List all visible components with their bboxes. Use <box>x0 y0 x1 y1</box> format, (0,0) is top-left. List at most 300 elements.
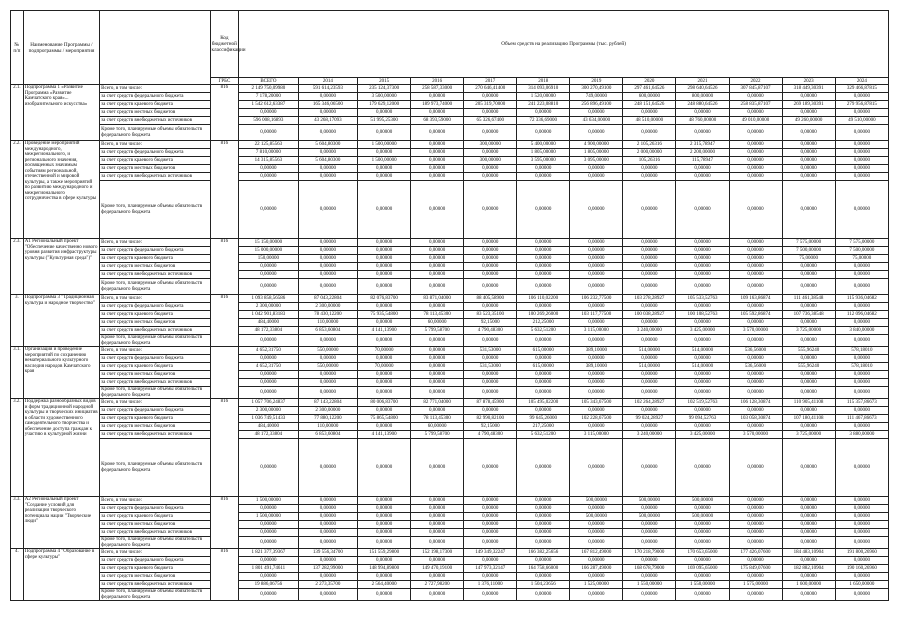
year-value: 0,00000 <box>782 505 835 513</box>
year-value: 0,00000 <box>411 505 464 513</box>
funding-source: Кроме того, планируемые объемы обязательств федерального бюджета <box>100 125 210 141</box>
total-value: 0,00000 <box>239 279 298 295</box>
year-value: 82 990,82100 <box>464 415 517 423</box>
year-value: 0,00000 <box>298 589 357 601</box>
year-value: 0,00000 <box>623 303 676 311</box>
year-value: 102 228,67500 <box>570 415 623 423</box>
year-value: 5 632,51200 <box>517 431 570 439</box>
year-value: 307 845,87107 <box>729 85 782 93</box>
total-value: 7 178,20000 <box>239 93 298 101</box>
year-value: 110,00000 <box>298 319 357 327</box>
year-value: 92,15000 <box>464 423 517 431</box>
year-value: 0,00000 <box>298 239 357 247</box>
year-value: 0,00000 <box>623 255 676 263</box>
total-value: 48 172,33804 <box>239 431 298 439</box>
total-value: 0,00000 <box>239 271 298 279</box>
funding-source: Всего, в том числе: <box>100 399 210 407</box>
year-value: 0,00000 <box>676 537 729 549</box>
year-value: 0,00000 <box>623 439 676 497</box>
year-value: 0,00000 <box>623 173 676 181</box>
year-value: 389,10000 <box>570 363 623 371</box>
header-row-main <box>11 11 889 78</box>
year-value: 0,00000 <box>676 335 729 347</box>
total-value: 1 821 377,39367 <box>239 549 298 557</box>
year-value: 78 113,45300 <box>411 415 464 423</box>
year-value: 0,00000 <box>298 573 357 581</box>
year-value: 500,00000 <box>623 497 676 505</box>
year-value: 0,00000 <box>676 125 729 141</box>
year-value: 0,00000 <box>676 255 729 263</box>
year-value: 0,00000 <box>676 439 729 497</box>
funding-source: за счет средств местных бюджетов <box>100 521 210 529</box>
year-value: 0,00000 <box>782 319 835 327</box>
year-value: 65 326,67400 <box>464 117 517 125</box>
year-value: 0,00000 <box>729 335 782 347</box>
year-value: 0,00000 <box>464 109 517 117</box>
year-value: 0,00000 <box>464 407 517 415</box>
year-value: 0,00000 <box>782 521 835 529</box>
year-value: 0,00000 <box>835 529 888 537</box>
year-value: 99 024,28927 <box>623 415 676 423</box>
year-value: 0,00000 <box>570 181 623 239</box>
year-value: 99 094,52763 <box>676 415 729 423</box>
year-value: 217,25000 <box>517 423 570 431</box>
year-value: 3 425,00000 <box>676 327 729 335</box>
year-value: 0,00000 <box>570 379 623 387</box>
total-value: 0,00000 <box>239 505 298 513</box>
year-value: 0,00000 <box>835 355 888 363</box>
year-value: 68 393,59000 <box>411 117 464 125</box>
year-value: 0,00000 <box>835 93 888 101</box>
funding-source: за счет средств федерального бюджета <box>100 247 210 255</box>
year-value: 0,00000 <box>623 529 676 537</box>
year-value: 0,00000 <box>464 181 517 239</box>
total-value: 0,00000 <box>239 521 298 529</box>
year-value: 182 882,10904 <box>782 565 835 573</box>
year-value: 256 896,49100 <box>570 101 623 109</box>
year-value: 92,15000 <box>464 319 517 327</box>
year-value: 0,00000 <box>570 263 623 271</box>
year-value: 0,00000 <box>411 141 464 149</box>
year-value: 0,00000 <box>676 557 729 565</box>
year-value: 0,00000 <box>298 355 357 363</box>
year-value: 0,00000 <box>517 263 570 271</box>
year-value: 0,00000 <box>411 165 464 173</box>
year-value: 555,96240 <box>782 347 835 355</box>
year-value: 49 010,00000 <box>729 117 782 125</box>
year-value: 6 853,60804 <box>298 431 357 439</box>
year-value: 0,00000 <box>835 141 888 149</box>
year-value: 0,00000 <box>570 239 623 247</box>
year-value: 0,00000 <box>298 387 357 399</box>
year-value: 0,00000 <box>835 513 888 521</box>
year-value: 0,00000 <box>623 407 676 415</box>
year-value: 3 840,00000 <box>835 327 888 335</box>
year-value: 269 189,30391 <box>782 101 835 109</box>
year-value: 0,00000 <box>517 355 570 363</box>
year-value: 0,00000 <box>464 537 517 549</box>
total-value: 0,00000 <box>239 379 298 387</box>
year-value: 0,00000 <box>623 537 676 549</box>
table-row <box>11 363 889 371</box>
year-value: 0,00000 <box>729 521 782 529</box>
year-value: 77 880,12200 <box>298 415 357 423</box>
year-value: 0,00000 <box>411 573 464 581</box>
year-value: 83 871,04000 <box>411 295 464 303</box>
total-value: 1 500,00000 <box>239 497 298 505</box>
year-value: 111 461,38548 <box>782 295 835 303</box>
year-value: 0,00000 <box>464 371 517 379</box>
table-row <box>11 157 889 165</box>
year-value: 0,00000 <box>729 141 782 149</box>
year-value: 0,00000 <box>623 263 676 271</box>
year-value: 0,00000 <box>676 303 729 311</box>
year-value: 0,00000 <box>517 497 570 505</box>
total-value: 0,00000 <box>239 109 298 117</box>
year-value: 514,00000 <box>623 347 676 355</box>
year-value: 0,00000 <box>411 181 464 239</box>
table-row <box>11 415 889 423</box>
year-value: 107 736,38548 <box>782 311 835 319</box>
year-value: 0,00000 <box>623 247 676 255</box>
year-value: 0,00000 <box>517 387 570 399</box>
year-value: 5 400,00000 <box>517 141 570 149</box>
year-value: 0,00000 <box>676 247 729 255</box>
year-value: 0,00000 <box>298 263 357 271</box>
total-value: 1 036 749,51433 <box>239 415 298 423</box>
funding-source: за счет средств внебюджетных источников <box>100 327 210 335</box>
year-value: 103 117,77500 <box>570 311 623 319</box>
year-value: 0,00000 <box>411 371 464 379</box>
year-value: 0,00000 <box>411 521 464 529</box>
year-value: 0,00000 <box>358 279 411 295</box>
year-value: 0,00000 <box>729 537 782 549</box>
year-value: 75,00000 <box>835 255 888 263</box>
year-value: 0,00000 <box>411 363 464 371</box>
year-value: 0,00000 <box>782 387 835 399</box>
year-value: 0,00000 <box>464 239 517 247</box>
year-value: 0,00000 <box>623 165 676 173</box>
year-value: 0,00000 <box>298 379 357 387</box>
year-value: 102 519,52763 <box>676 399 729 407</box>
year-value: 248 880,64526 <box>676 101 729 109</box>
year-value: 152 198,17300 <box>411 549 464 557</box>
year-value: 100 108,52763 <box>676 311 729 319</box>
year-value: 103 278,28927 <box>623 295 676 303</box>
year-value: 1 500,00000 <box>358 157 411 165</box>
year-value: 0,00000 <box>358 387 411 399</box>
total-value: 1 042 901,83183 <box>239 311 298 319</box>
total-value: 0,00000 <box>239 165 298 173</box>
grbs-code: 816 <box>210 239 239 295</box>
year-value: 0,00000 <box>676 573 729 581</box>
table-row <box>11 149 889 157</box>
table-row <box>11 549 889 557</box>
year-value: 0,00000 <box>517 371 570 379</box>
year-value: 0,00000 <box>835 537 888 549</box>
year-value: 0,00000 <box>835 335 888 347</box>
year-value: 0,00000 <box>835 271 888 279</box>
year-value: 500,00000 <box>570 497 623 505</box>
year-value: 0,00000 <box>570 109 623 117</box>
year-value: 78 430,12200 <box>298 311 357 319</box>
col-year-header: 2018 <box>517 78 570 85</box>
year-value: 0,00000 <box>411 335 464 347</box>
year-value: 0,00000 <box>835 573 888 581</box>
year-value: 0,00000 <box>298 149 357 157</box>
year-value: 0,00000 <box>298 335 357 347</box>
year-value: 0,00000 <box>570 165 623 173</box>
year-value: 0,00000 <box>570 505 623 513</box>
year-value: 0,00000 <box>835 109 888 117</box>
year-value: 0,00000 <box>570 255 623 263</box>
col-year-header: 2019 <box>570 78 623 85</box>
year-value: 3 500,00000 <box>358 93 411 101</box>
year-value: 514,00000 <box>676 347 729 355</box>
year-value: 578,18010 <box>835 363 888 371</box>
table-row <box>11 165 889 173</box>
total-value: 0,00000 <box>239 125 298 141</box>
year-value: 550,00000 <box>298 347 357 355</box>
year-value: 105 495,02200 <box>517 399 570 407</box>
year-value: 297 461,64526 <box>623 85 676 93</box>
year-value: 0,00000 <box>411 497 464 505</box>
year-value: 0,00000 <box>835 387 888 399</box>
table-row <box>11 497 889 505</box>
year-value: 0,00000 <box>676 529 729 537</box>
year-value: 151 559,29800 <box>358 549 411 557</box>
table-row <box>11 181 889 239</box>
total-value: 0,00000 <box>239 173 298 181</box>
program-name: А2 Региональный проект "Создание условий для реализации творческого потенциала нации "Творческие люди" <box>23 497 99 549</box>
year-value: 0,00000 <box>358 573 411 581</box>
year-value: 318 449,30391 <box>782 85 835 93</box>
year-value: 5 799,58700 <box>411 327 464 335</box>
year-value: 0,00000 <box>782 271 835 279</box>
table-row <box>11 279 889 295</box>
table-row <box>11 379 889 387</box>
year-value: 514,00000 <box>623 363 676 371</box>
table-row <box>11 327 889 335</box>
funding-source: за счет средств местных бюджетов <box>100 423 210 431</box>
year-value: 0,00000 <box>782 109 835 117</box>
year-value: 0,00000 <box>464 279 517 295</box>
year-value: 0,00000 <box>298 529 357 537</box>
total-value: 0,00000 <box>239 573 298 581</box>
year-value: 0,00000 <box>623 573 676 581</box>
year-value: 0,00000 <box>623 109 676 117</box>
col-funding-header: Объем средств на реализацию Программы (тыс. рублей) <box>239 11 889 78</box>
total-value: 7 810,00000 <box>239 149 298 157</box>
year-value: 3 570,00000 <box>729 327 782 335</box>
year-value: 0,00000 <box>517 557 570 565</box>
year-value: 0,00000 <box>570 271 623 279</box>
funding-source: за счет средств внебюджетных источников <box>100 581 210 589</box>
year-value: 0,00000 <box>411 263 464 271</box>
funding-source: Всего, в том числе: <box>100 85 210 93</box>
year-value: 7 575,00000 <box>835 239 888 247</box>
year-value: 0,00000 <box>517 537 570 549</box>
funding-source: за счет средств внебюджетных источников <box>100 173 210 181</box>
year-value: 48 510,00000 <box>623 117 676 125</box>
year-value: 0,00000 <box>729 529 782 537</box>
year-value: 0,00000 <box>623 181 676 239</box>
year-value: 0,00000 <box>782 165 835 173</box>
year-value: 0,00000 <box>358 239 411 247</box>
year-value: 0,00000 <box>623 371 676 379</box>
year-value: 1 805,00000 <box>517 149 570 157</box>
row-number: 4. <box>11 549 24 601</box>
table-row <box>11 431 889 439</box>
year-value: 205 319,70000 <box>464 101 517 109</box>
table-row <box>11 239 889 247</box>
year-value: 314 093,06910 <box>517 85 570 93</box>
year-value: 0,00000 <box>298 371 357 379</box>
year-value: 5 632,51200 <box>517 327 570 335</box>
year-value: 0,00000 <box>411 513 464 521</box>
total-value: 4 652,31750 <box>239 347 298 355</box>
year-value: 0,00000 <box>570 335 623 347</box>
year-value: 2 300,00000 <box>298 407 357 415</box>
year-value: 88 405,58900 <box>464 295 517 303</box>
table-row <box>11 573 889 581</box>
table-row <box>11 173 889 181</box>
year-value: 149 349,32247 <box>464 549 517 557</box>
year-value: 270 646,41400 <box>464 85 517 93</box>
grbs-code: 816 <box>210 549 239 601</box>
year-value: 0,00000 <box>298 255 357 263</box>
year-value: 168 678,79000 <box>623 565 676 573</box>
funding-source: Кроме того, планируемые объемы обязательств федерального бюджета <box>100 387 210 399</box>
program-name: Подпрограмма 4 "Образование в сфере культуры" <box>23 549 99 601</box>
year-value: 749,00000 <box>570 93 623 101</box>
table-row <box>11 355 889 363</box>
year-value: 0,00000 <box>623 319 676 327</box>
year-value: 0,00000 <box>358 513 411 521</box>
year-value: 0,00000 <box>782 529 835 537</box>
year-value: 0,00000 <box>358 355 411 363</box>
year-value: 191 800,26960 <box>835 549 888 557</box>
col-year-header: 2014 <box>298 78 357 85</box>
year-value: 0,00000 <box>782 335 835 347</box>
year-value: 0,00000 <box>835 319 888 327</box>
year-value: 0,00000 <box>729 505 782 513</box>
year-value: 212,25000 <box>517 319 570 327</box>
year-value: 0,00000 <box>517 271 570 279</box>
year-value: 43 634,00000 <box>570 117 623 125</box>
year-value: 0,00000 <box>782 371 835 379</box>
total-value: 0,00000 <box>239 181 298 239</box>
year-value: 248 151,64526 <box>623 101 676 109</box>
year-value: 3 595,00000 <box>517 157 570 165</box>
year-value: 1 504,23656 <box>517 581 570 589</box>
year-value: 0,00000 <box>358 505 411 513</box>
budget-table <box>10 10 889 601</box>
year-value: 0,00000 <box>298 513 357 521</box>
year-value: 0,00000 <box>298 125 357 141</box>
total-value: 0,00000 <box>239 537 298 549</box>
year-value: 83 523,35100 <box>464 311 517 319</box>
year-value: 0,00000 <box>411 93 464 101</box>
total-value: 2 149 750,09980 <box>239 85 298 93</box>
row-number: 2.3. <box>11 239 24 295</box>
table-row <box>11 505 889 513</box>
year-value: 3 425,00000 <box>676 431 729 439</box>
grbs-code: 816 <box>210 399 239 497</box>
program-name: Поддержка разнообразных видов и форм традиционной народной культуры и творческих инициатив в области художественного самодеятельного творчества и обеспечение доступа граждан к участию в культурной жизни <box>23 399 99 497</box>
year-value: 1 805,00000 <box>570 149 623 157</box>
year-value: 0,00000 <box>676 109 729 117</box>
year-value: 0,00000 <box>358 263 411 271</box>
table-row <box>11 407 889 415</box>
year-value: 0,00000 <box>411 239 464 247</box>
table-row <box>11 125 889 141</box>
grbs-code: 816 <box>210 295 239 347</box>
year-value: 0,00000 <box>729 423 782 431</box>
year-value: 0,00000 <box>676 355 729 363</box>
year-value: 0,00000 <box>782 263 835 271</box>
year-value: 0,00000 <box>517 125 570 141</box>
year-value: 0,00000 <box>517 335 570 347</box>
year-value: 2 315,78947 <box>676 141 729 149</box>
year-value: 0,00000 <box>729 589 782 601</box>
row-number: 3. <box>11 295 24 347</box>
year-value: 2 273,35700 <box>298 581 357 589</box>
year-value: 0,00000 <box>358 173 411 181</box>
year-value: 175 849,07600 <box>729 565 782 573</box>
year-value: 258 587,33000 <box>411 85 464 93</box>
year-value: 0,00000 <box>517 173 570 181</box>
year-value: 3 115,00000 <box>570 431 623 439</box>
year-value: 0,00000 <box>782 589 835 601</box>
year-value: 0,00000 <box>729 125 782 141</box>
table-row <box>11 513 889 521</box>
year-value: 0,00000 <box>517 505 570 513</box>
year-value: 115 357,86673 <box>835 399 888 407</box>
year-value: 5 604,80300 <box>298 157 357 165</box>
year-value: 105 343,67500 <box>570 399 623 407</box>
funding-source: за счет средств федерального бюджета <box>100 303 210 311</box>
col-year-header: 2024 <box>835 78 888 85</box>
year-value: 4 790,48300 <box>464 327 517 335</box>
table-row <box>11 521 889 529</box>
year-value: 49 510,00000 <box>835 117 888 125</box>
year-value: 0,00000 <box>729 573 782 581</box>
year-value: 0,00000 <box>517 247 570 255</box>
year-value: 0,00000 <box>358 255 411 263</box>
total-value: 150,00000 <box>239 255 298 263</box>
year-value: 3 880,00000 <box>835 431 888 439</box>
total-value: 4 652,31750 <box>239 363 298 371</box>
total-value: 2 300,00000 <box>239 303 298 311</box>
year-value: 139 556,34700 <box>298 549 357 557</box>
year-value: 0,00000 <box>729 109 782 117</box>
year-value: 0,00000 <box>464 387 517 399</box>
year-value: 0,00000 <box>676 407 729 415</box>
funding-source: за счет средств краевого бюджета <box>100 513 210 521</box>
year-value: 60,00000 <box>411 423 464 431</box>
col-year-header: 2023 <box>782 78 835 85</box>
table-row <box>11 247 889 255</box>
year-value: 0,00000 <box>676 319 729 327</box>
year-value: 0,00000 <box>517 109 570 117</box>
year-value: 0,00000 <box>676 521 729 529</box>
funding-source: за счет средств местных бюджетов <box>100 263 210 271</box>
year-value: 60,00000 <box>411 319 464 327</box>
year-value: 531,53000 <box>464 347 517 355</box>
year-value: 0,00000 <box>729 371 782 379</box>
year-value: 0,00000 <box>623 557 676 565</box>
